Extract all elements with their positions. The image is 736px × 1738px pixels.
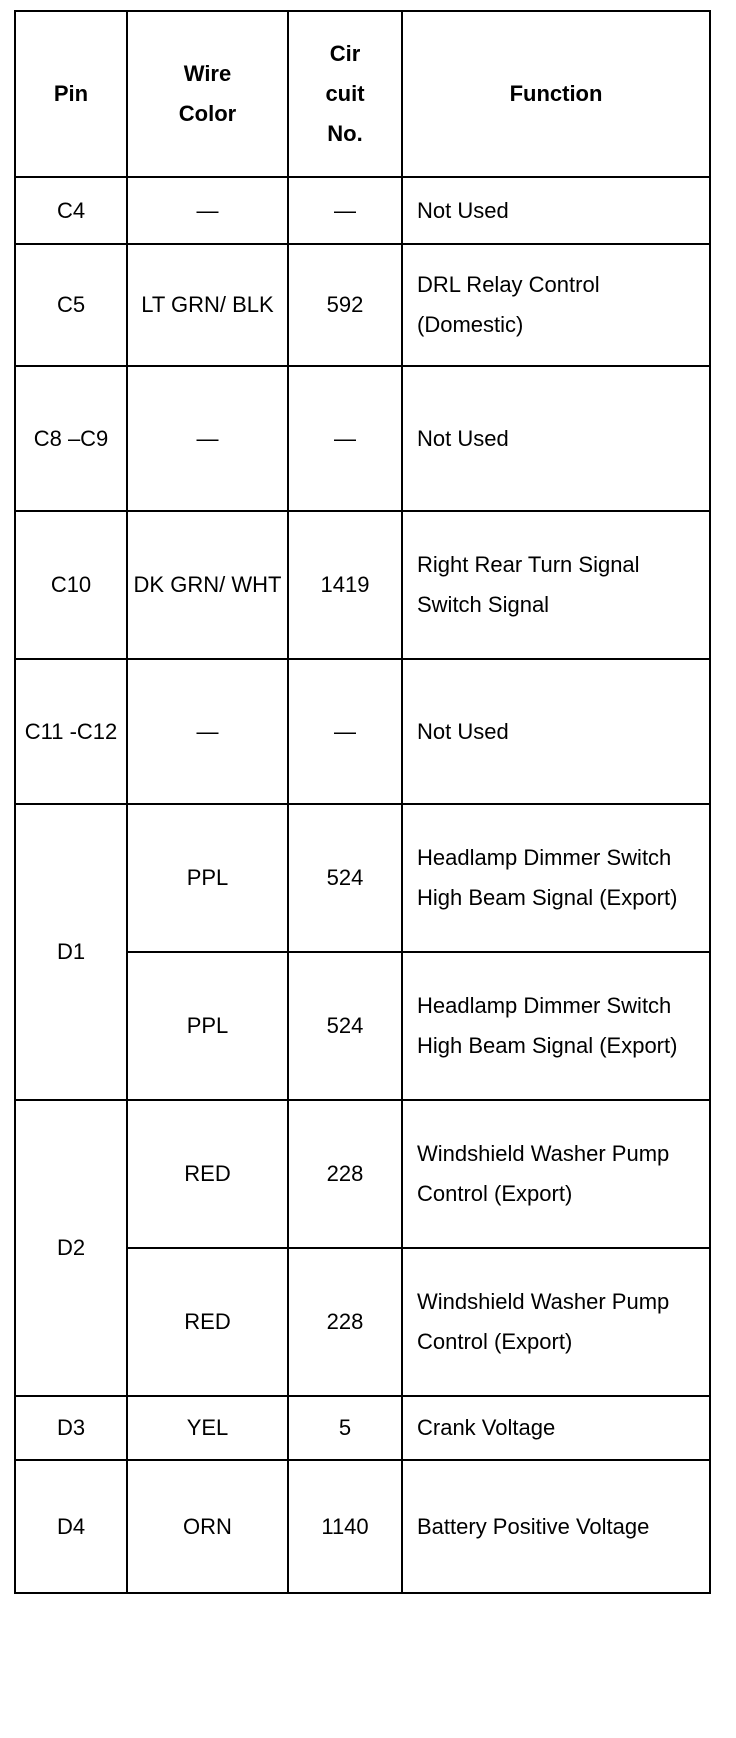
wire-color-cell: YEL xyxy=(127,1396,288,1460)
function-cell: DRL Relay Control (Domestic) xyxy=(402,244,710,366)
header-circuit-number xyxy=(288,11,402,177)
pin-cell: C11 -C12 xyxy=(15,659,127,804)
circuit-cell: — xyxy=(288,659,402,804)
function-cell: Windshield Washer Pump Control (Export) xyxy=(402,1248,710,1396)
table-row xyxy=(15,1100,710,1248)
pin-cell: C4 xyxy=(15,177,127,244)
function-cell: Crank Voltage xyxy=(402,1396,710,1460)
pin-cell: D4 xyxy=(15,1460,127,1593)
pin-cell: D2 xyxy=(15,1100,127,1396)
circuit-cell: 1140 xyxy=(288,1460,402,1593)
pin-cell: D1 xyxy=(15,804,127,1100)
circuit-cell: 524 xyxy=(288,804,402,952)
table-row xyxy=(15,1460,710,1593)
table-row xyxy=(15,1396,710,1460)
wire-color-cell: — xyxy=(127,177,288,244)
header-function-label: Function xyxy=(509,81,603,106)
wire-color-cell: ORN xyxy=(127,1460,288,1593)
function-cell: Battery Positive Voltage xyxy=(402,1460,710,1593)
function-cell: Not Used xyxy=(402,366,710,511)
table-row xyxy=(15,659,710,804)
circuit-cell: 228 xyxy=(288,1100,402,1248)
header-function xyxy=(402,11,710,177)
header-circuit-line2: cuit xyxy=(325,81,365,106)
pin-cell: C10 xyxy=(15,511,127,659)
function-cell: Headlamp Dimmer Switch High Beam Signal (Export) xyxy=(402,952,710,1100)
header-circuit-line1: Cir xyxy=(329,41,361,66)
table-row xyxy=(15,177,710,244)
table-row xyxy=(15,511,710,659)
function-cell: Right Rear Turn Signal Switch Signal xyxy=(402,511,710,659)
header-wire-color-line1: Wire xyxy=(183,61,232,86)
wire-color-cell: RED xyxy=(127,1100,288,1248)
circuit-cell: 228 xyxy=(288,1248,402,1396)
pin-cell: C8 –C9 xyxy=(15,366,127,511)
header-wire-color xyxy=(127,11,288,177)
circuit-cell: 592 xyxy=(288,244,402,366)
function-cell: Not Used xyxy=(402,659,710,804)
function-cell: Windshield Washer Pump Control (Export) xyxy=(402,1100,710,1248)
header-wire-color-line2: Color xyxy=(178,101,237,126)
header-pin-label: Pin xyxy=(53,81,89,106)
wire-color-cell: — xyxy=(127,366,288,511)
wire-color-cell: — xyxy=(127,659,288,804)
table-row xyxy=(15,366,710,511)
circuit-cell: — xyxy=(288,177,402,244)
pinout-table xyxy=(14,10,711,1594)
pin-cell: C5 xyxy=(15,244,127,366)
circuit-cell: 5 xyxy=(288,1396,402,1460)
header-pin xyxy=(15,11,127,177)
pinout-table-container xyxy=(14,10,711,1594)
pin-cell: D3 xyxy=(15,1396,127,1460)
header-row xyxy=(15,11,710,177)
function-cell: Not Used xyxy=(402,177,710,244)
wire-color-cell: LT GRN/ BLK xyxy=(127,244,288,366)
wire-color-cell: PPL xyxy=(127,952,288,1100)
circuit-cell: 1419 xyxy=(288,511,402,659)
circuit-cell: — xyxy=(288,366,402,511)
wire-color-cell: PPL xyxy=(127,804,288,952)
wire-color-cell: DK GRN/ WHT xyxy=(127,511,288,659)
table-row xyxy=(15,244,710,366)
wire-color-cell: RED xyxy=(127,1248,288,1396)
table-row xyxy=(15,804,710,952)
function-cell: Headlamp Dimmer Switch High Beam Signal (Export) xyxy=(402,804,710,952)
header-circuit-line3: No. xyxy=(327,121,363,146)
circuit-cell: 524 xyxy=(288,952,402,1100)
